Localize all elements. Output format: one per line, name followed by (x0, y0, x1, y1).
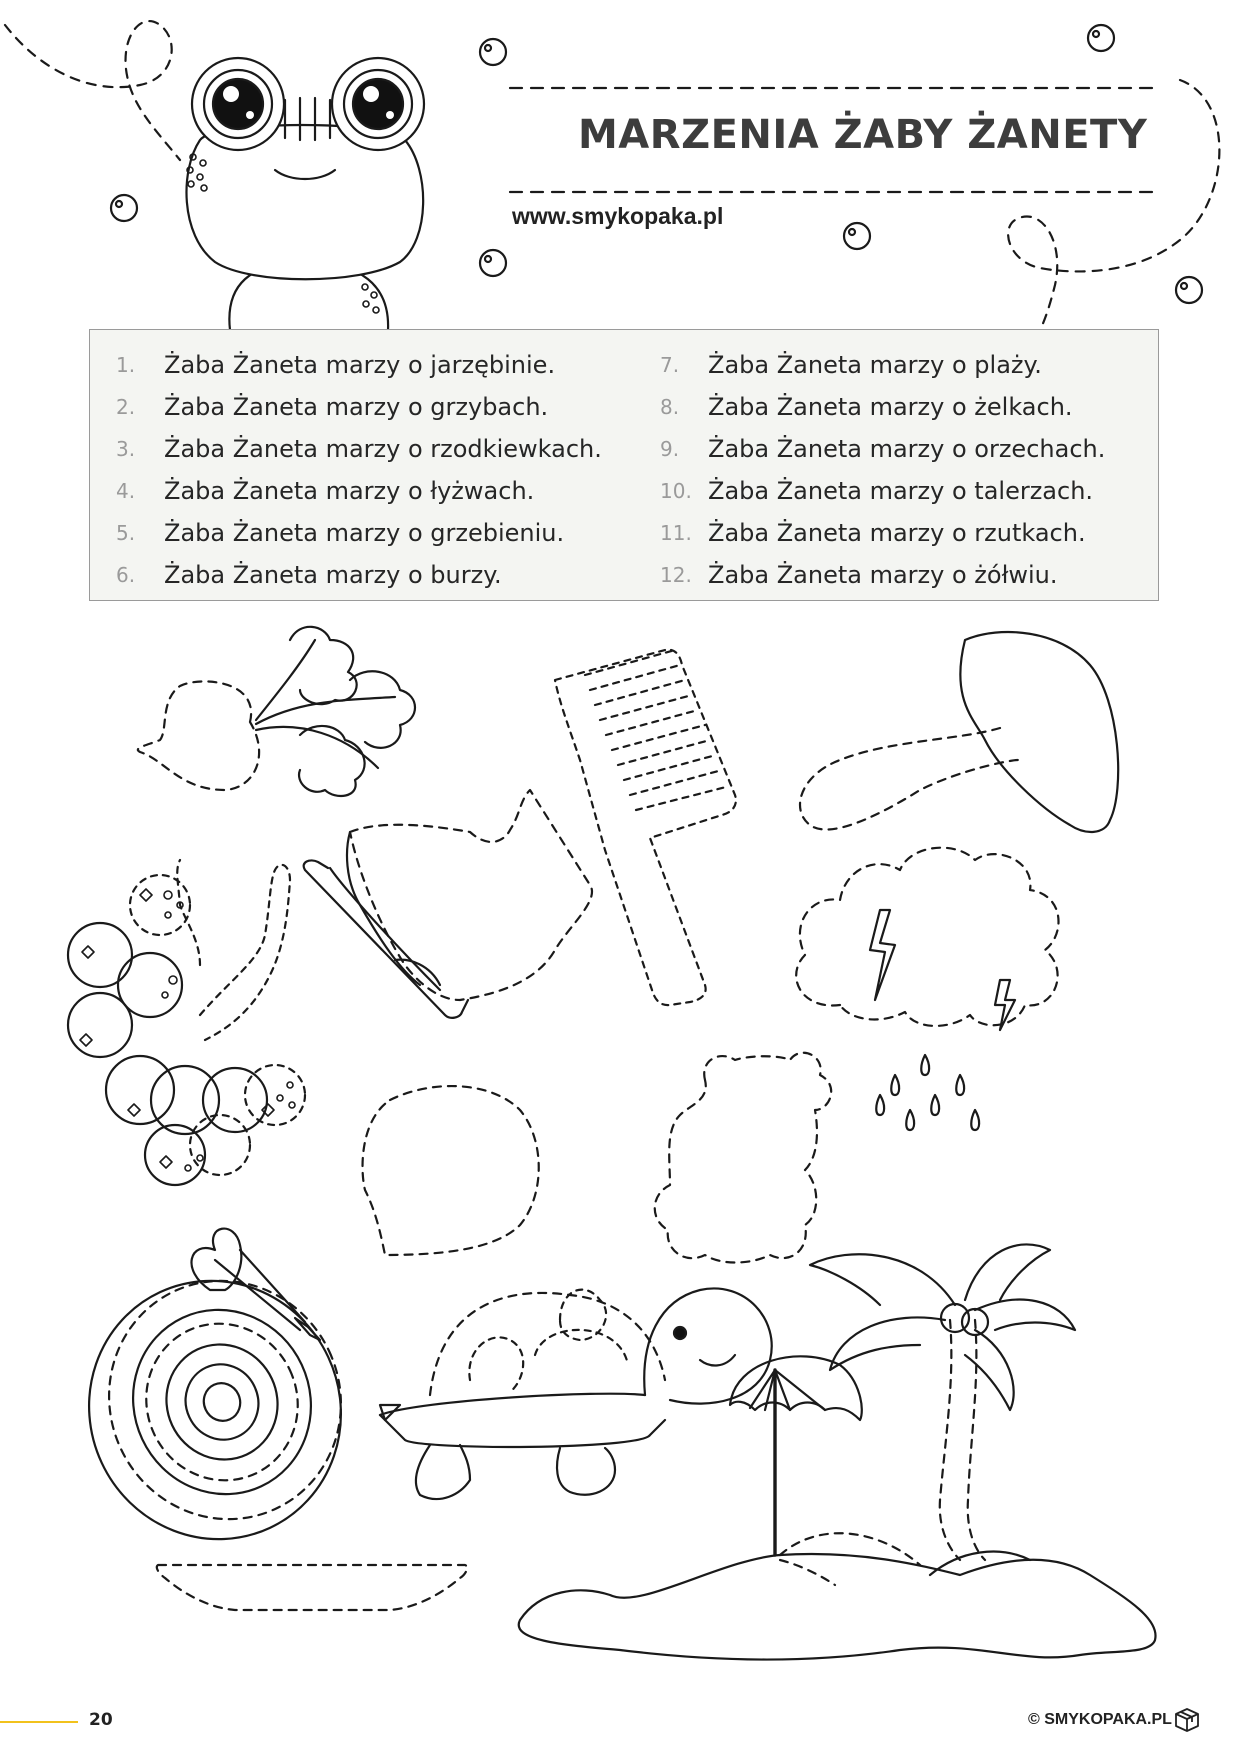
sentence-item (116, 344, 602, 386)
page-number: 20 (89, 1710, 113, 1730)
sentence-item (660, 470, 1105, 512)
sentence-text: Żaba Żaneta marzy o rzutkach. (708, 519, 1086, 547)
footer-accent-line (0, 1721, 78, 1723)
rowan-berries-icon (68, 860, 305, 1185)
sentence-number: 3. (116, 437, 136, 461)
sentence-number: 4. (116, 479, 136, 503)
sentence-text: Żaba Żaneta marzy o żółwiu. (708, 561, 1058, 589)
mushroom-icon (800, 632, 1118, 832)
storm-cloud-icon (796, 848, 1058, 1130)
sentence-text: Żaba Żaneta marzy o jarzębinie. (164, 351, 556, 379)
sentence-number: 12. (660, 563, 692, 587)
ice-skate-icon (304, 790, 592, 1018)
sentence-item (116, 386, 602, 428)
copyright-text: © SMYKOPAKA.PL (1028, 1711, 1172, 1728)
sentence-list-box (89, 329, 1159, 601)
sentence-number: 2. (116, 395, 136, 419)
radish-icon (138, 627, 415, 796)
sentence-text: Żaba Żaneta marzy o łyżwach. (164, 477, 535, 505)
sentence-item (660, 554, 1105, 596)
website-url: www.smykopaka.pl (512, 203, 724, 229)
dartboard-icon (47, 1229, 383, 1581)
sentence-item (660, 344, 1105, 386)
plate-icon (157, 1565, 467, 1610)
sentence-item (660, 386, 1105, 428)
sentence-item (660, 512, 1105, 554)
sentence-number: 11. (660, 521, 692, 545)
sentence-number: 6. (116, 563, 136, 587)
page-title: MARZENIA ŻABY ŻANETY (578, 112, 1148, 158)
sentence-item (116, 470, 602, 512)
sentence-number: 5. (116, 521, 136, 545)
sentence-column-left (116, 344, 602, 596)
turtle-icon (380, 1288, 772, 1499)
sentence-text: Żaba Żaneta marzy o grzebieniu. (164, 519, 565, 547)
sentence-text: Żaba Żaneta marzy o burzy. (164, 561, 502, 589)
sentence-text: Żaba Żaneta marzy o orzechach. (708, 435, 1106, 463)
sentence-column-right (660, 344, 1105, 596)
sentence-item (660, 428, 1105, 470)
sentence-text: Żaba Żaneta marzy o grzybach. (164, 393, 549, 421)
frog-icon (186, 58, 424, 330)
sentence-item (116, 554, 602, 596)
sentence-number: 9. (660, 437, 680, 461)
sentence-number: 10. (660, 479, 692, 503)
comb-icon (555, 650, 736, 1005)
sentence-number: 8. (660, 395, 680, 419)
sentence-text: Żaba Żaneta marzy o plaży. (708, 351, 1042, 379)
sentence-text: Żaba Żaneta marzy o żelkach. (708, 393, 1073, 421)
beach-dash (780, 1560, 835, 1585)
sentence-item (116, 428, 602, 470)
gummy-bear-icon (655, 1053, 831, 1263)
sentence-number: 1. (116, 353, 136, 377)
sentence-text: Żaba Żaneta marzy o rzodkiewkach. (164, 435, 602, 463)
sentence-text: Żaba Żaneta marzy o talerzach. (708, 477, 1094, 505)
sentence-item (116, 512, 602, 554)
hazelnut-icon (363, 1086, 539, 1255)
sentence-number: 7. (660, 353, 680, 377)
gift-box-icon (1172, 1704, 1202, 1734)
